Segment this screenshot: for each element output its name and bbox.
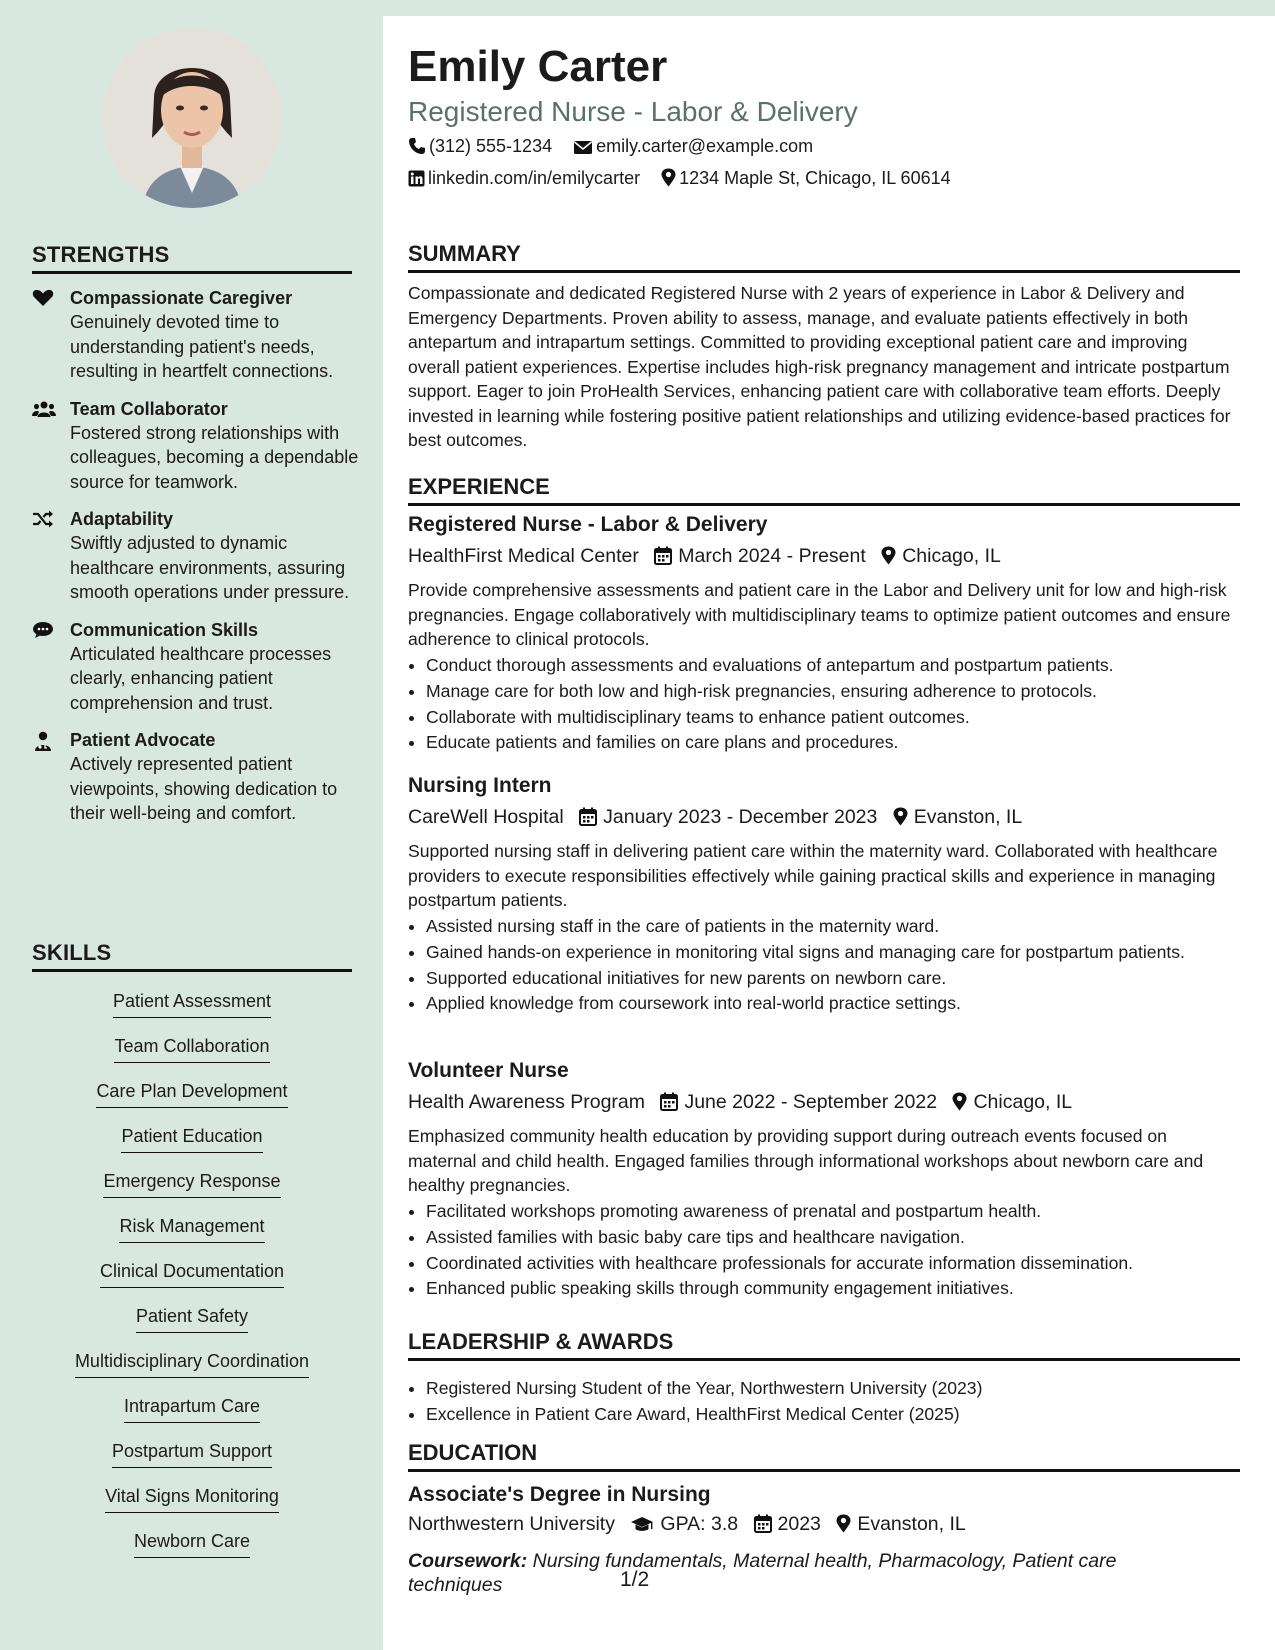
job-location: Evanston, IL [913, 806, 1023, 828]
gpa-text: GPA: 3.8 [660, 1513, 739, 1535]
job-meta [408, 542, 1011, 570]
job-dates: June 2022 - September 2022 [684, 1091, 938, 1113]
skills-heading: SKILLS [32, 940, 352, 972]
job-description: Emphasized community health education by providing support during outreach events focused on maternal and child health. Engaged families through informational workshops about newborn care and healthy pregnancies. [408, 1126, 1204, 1195]
calendar-icon [660, 1092, 678, 1111]
job-bullet: • Supported educational initiatives for new parents on newborn care. [426, 966, 1238, 991]
summary-heading: SUMMARY [408, 241, 1240, 273]
users-icon [32, 400, 54, 418]
education-location: Evanston, IL [857, 1513, 966, 1535]
chat-icon [32, 621, 54, 639]
email-text[interactable]: emily.carter@example.com [596, 136, 814, 156]
job-title-header: Registered Nurse - Labor & Delivery [408, 96, 858, 127]
strengths-list [30, 286, 360, 839]
job-title: Nursing Intern [408, 774, 552, 797]
map-pin-icon [836, 1514, 851, 1533]
avatar [102, 28, 282, 208]
awards-heading: LEADERSHIP & AWARDS [408, 1329, 1240, 1361]
map-pin-icon [893, 807, 908, 826]
job-org: CareWell Hospital [408, 806, 564, 828]
phone-icon [408, 137, 426, 155]
strength-title: Patient Advocate [70, 730, 216, 750]
page-number: 1/2 [620, 1568, 650, 1591]
map-pin-icon [661, 168, 676, 187]
calendar-icon [754, 1514, 772, 1533]
experience-heading: EXPERIENCE [408, 474, 1240, 506]
skill-tag: Clinical Documentation [100, 1260, 284, 1288]
strength-title: Communication Skills [70, 619, 259, 640]
map-pin-icon [952, 1092, 967, 1111]
skill-tag: Risk Management [119, 1215, 264, 1243]
job-bullets [408, 1199, 1238, 1302]
education-meta [408, 1510, 976, 1538]
linkedin-icon [408, 170, 425, 187]
calendar-icon [654, 546, 672, 565]
skill-tag: Intrapartum Care [124, 1395, 260, 1423]
strength-item [30, 728, 360, 826]
school-name: Northwestern University [408, 1513, 615, 1535]
job-location: Chicago, IL [902, 545, 1001, 567]
strength-title: Team Collaborator [70, 398, 228, 419]
skill-tag: Newborn Care [134, 1530, 250, 1558]
map-pin-icon [881, 546, 896, 565]
job-bullet: • Enhanced public speaking skills through community engagement initiatives. [426, 1276, 1238, 1301]
job-description: Supported nursing staff in delivering patient care within the maternity ward. Collaborated with healthcare providers to execute responsibilities effectively while gaining practical skills and experience in managing postpartum patients. [408, 841, 1218, 910]
strength-description: Swiftly adjusted to dynamic healthcare environments, assuring smooth operations under pressure. [70, 533, 350, 602]
skill-tag: Patient Assessment [113, 990, 271, 1018]
strength-description: Fostered strong relationships with colleagues, becoming a dependable source for teamwork. [70, 422, 359, 492]
job-bullet: • Assisted families with basic baby care tips and healthcare navigation. [426, 1225, 1238, 1250]
phone-contact [408, 134, 552, 158]
job-bullet: • Educate patients and families on care plans and procedures. [426, 730, 1238, 755]
job-bullet: • Conduct thorough assessments and evaluations of antepartum and postpartum patients. [426, 653, 1238, 678]
strength-description: Actively represented patient viewpoints, showing dedication to their well-being and comfort. [70, 754, 338, 823]
graduation-year: 2023 [777, 1513, 821, 1535]
job-bullet: • Manage care for both low and high-risk pregnancies, ensuring adherence to protocols. [426, 679, 1238, 704]
calendar-icon [579, 807, 597, 826]
skill-tag: Postpartum Support [112, 1440, 272, 1468]
job-meta [408, 1088, 1082, 1116]
phone-text[interactable]: (312) 555-1234 [429, 136, 553, 156]
job-dates: March 2024 - Present [678, 545, 866, 567]
strength-item [30, 618, 360, 716]
strength-item [30, 286, 360, 384]
job-bullets [408, 914, 1238, 1017]
job-bullet: • Assisted nursing staff in the care of patients in the maternity ward. [426, 914, 1238, 939]
contact-row-2 [408, 166, 967, 190]
strengths-heading: STRENGTHS [32, 242, 352, 274]
address-contact [661, 166, 951, 190]
sidebar [0, 0, 383, 1650]
skill-tag: Emergency Response [103, 1170, 280, 1198]
job-bullet: • Gained hands-on experience in monitoring vital signs and managing care for postpartum patients. [426, 940, 1238, 965]
job-bullet: • Collaborate with multidisciplinary teams to enhance patient outcomes. [426, 705, 1238, 730]
strength-item [30, 507, 360, 605]
job-meta [408, 803, 1032, 831]
shuffle-icon [32, 510, 54, 528]
strength-title: Compassionate Caregiver [70, 288, 293, 308]
skill-tag: Team Collaboration [114, 1035, 269, 1063]
award-item: • Excellence in Patient Care Award, HealthFirst Medical Center (2025) [426, 1402, 1238, 1427]
degree-title: Associate's Degree in Nursing [408, 1483, 711, 1506]
job-title: Registered Nurse - Labor & Delivery [408, 513, 768, 536]
job-location: Chicago, IL [973, 1091, 1073, 1113]
job-bullet: • Coordinated activities with healthcare professionals for accurate information dissemination. [426, 1251, 1238, 1276]
job-bullet: • Applied knowledge from coursework into real-world practice settings. [426, 991, 1238, 1016]
doctor-icon [32, 731, 54, 749]
skills-list [32, 990, 352, 1575]
linkedin-contact [408, 166, 640, 190]
job-title: Volunteer Nurse [408, 1059, 569, 1082]
summary-text: Compassionate and dedicated Registered Nurse with 2 years of experience in Labor & Delivery and Emergency Departments. Proven ability to assess, manage, and evaluate patients effectively in both antepartum and intrapartum settings. Committed to providing exceptional patient care and improving overall patient experiences. Expertise includes high-risk pregnancy management and intricate postpartum support. Eager to join ProHealth Services, enhancing patient care with collaborative team efforts. Deeply invested in learning while fostering positive patient relationships and utilizing evidence-based practices for best outcomes. [408, 283, 1231, 450]
skill-tag: Patient Education [121, 1125, 262, 1153]
skill-tag: Multidisciplinary Coordination [75, 1350, 309, 1378]
strength-item [30, 397, 360, 495]
contact-row-1 [408, 134, 829, 158]
skill-tag: Care Plan Development [96, 1080, 287, 1108]
job-org: Health Awareness Program [408, 1091, 646, 1113]
main-content [383, 16, 1275, 1650]
coursework-label: Coursework: [408, 1550, 528, 1572]
address-text: 1234 Maple St, Chicago, IL 60614 [679, 168, 951, 188]
heart-icon [32, 289, 54, 307]
education-heading: EDUCATION [408, 1440, 1240, 1472]
job-org: HealthFirst Medical Center [408, 545, 639, 567]
job-bullets [408, 653, 1238, 756]
strength-description: Articulated healthcare processes clearly, enhancing patient comprehension and trust. [70, 643, 332, 713]
coursework [408, 1549, 1208, 1597]
candidate-name: Emily Carter [408, 42, 668, 91]
strength-description: Genuinely devoted time to understanding patient's needs, resulting in heartfelt connections. [70, 312, 334, 381]
job-bullet: • Facilitated workshops promoting awareness of prenatal and postpartum health. [426, 1199, 1238, 1224]
job-dates: January 2023 - December 2023 [603, 806, 878, 828]
envelope-icon [573, 139, 593, 155]
award-item: • Registered Nursing Student of the Year, Northwestern University (2023) [426, 1376, 1238, 1401]
strength-title: Adaptability [70, 509, 174, 529]
skill-tag: Patient Safety [136, 1305, 248, 1333]
skill-tag: Vital Signs Monitoring [105, 1485, 279, 1513]
coursework-text: Nursing fundamentals, Maternal health, Pharmacology, Patient care techniques [408, 1550, 1117, 1596]
awards-list [408, 1376, 1238, 1428]
job-description: Provide comprehensive assessments and patient care in the Labor and Delivery unit for low and high-risk pregnancies. Engage collaboratively with multidisciplinary teams to optimize patient outcomes and ensure adherence to clinical protocols. [408, 580, 1231, 649]
graduation-cap-icon [630, 1515, 654, 1533]
email-contact [573, 134, 813, 158]
linkedin-text[interactable]: linkedin.com/in/emilycarter [428, 168, 641, 188]
